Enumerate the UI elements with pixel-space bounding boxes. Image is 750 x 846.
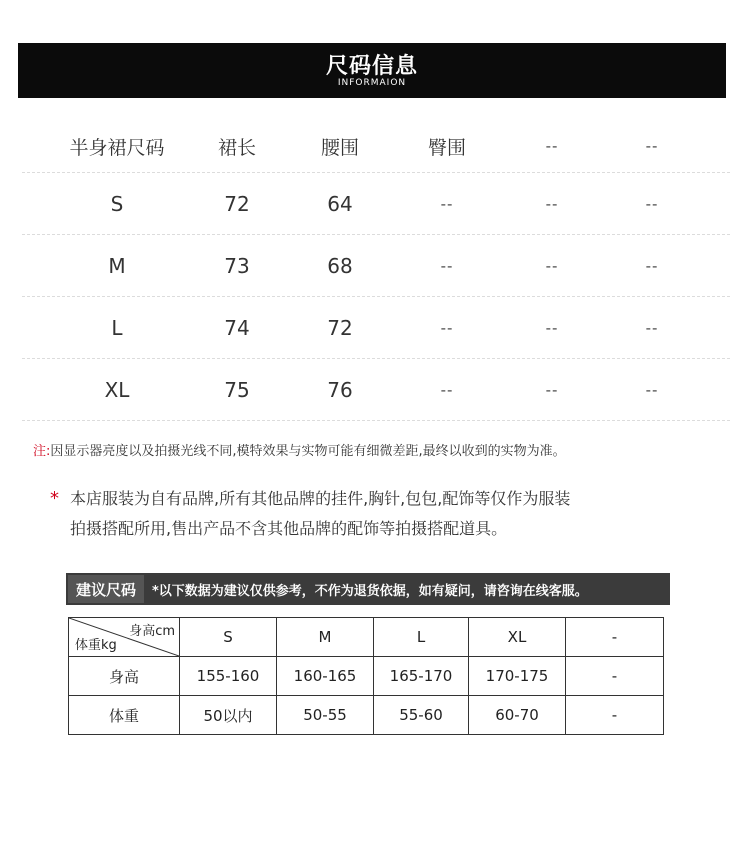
table-cell: 170-175 (469, 657, 566, 696)
row-label: 身高 (69, 657, 180, 696)
table-row (22, 173, 730, 235)
table-cell: 50-55 (277, 696, 374, 735)
corner-height-label: 身高cm (129, 624, 175, 639)
size-table (22, 120, 730, 421)
table-cell: 160-165 (277, 657, 374, 696)
empty-value: -- (645, 380, 659, 399)
recommend-tag: 建议尺码 (68, 575, 144, 603)
waist-value: 76 (327, 377, 353, 402)
hip-value: -- (440, 194, 454, 213)
table-row (22, 297, 730, 359)
table-row (69, 657, 664, 696)
asterisk-icon: * (50, 488, 59, 509)
header-empty-1: -- (545, 137, 559, 155)
length-value: 74 (224, 315, 250, 340)
header-size: 半身裙尺码 (69, 136, 165, 159)
corner-weight-label: 体重kg (75, 638, 117, 653)
header-length: 裙长 (217, 136, 256, 159)
brand-notice (52, 484, 722, 544)
empty-value: -- (545, 318, 559, 337)
disclaimer-note (33, 440, 566, 459)
table-row (69, 696, 664, 735)
banner-title: 尺码信息 (325, 54, 418, 79)
table-row (69, 618, 664, 657)
table-cell: - (566, 657, 664, 696)
empty-value: -- (645, 318, 659, 337)
hip-value: -- (440, 318, 454, 337)
waist-value: 64 (327, 191, 353, 216)
column-header: XL (469, 618, 566, 657)
waist-value: 68 (327, 253, 353, 278)
hip-value: -- (440, 380, 454, 399)
table-cell: 55-60 (374, 696, 469, 735)
header-waist: 腰围 (320, 136, 359, 159)
table-row (22, 235, 730, 297)
size-label: M (108, 253, 126, 278)
empty-value: -- (545, 256, 559, 275)
header-hip: 臀围 (427, 136, 466, 159)
empty-value: -- (645, 194, 659, 213)
size-table-header (22, 120, 730, 173)
length-value: 72 (224, 191, 250, 216)
empty-value: -- (645, 256, 659, 275)
corner-cell (69, 618, 180, 657)
table-cell: - (566, 696, 664, 735)
table-cell: 50以内 (180, 696, 277, 735)
recommend-table (68, 617, 664, 735)
notice-line-2: 拍摄搭配所用,售出产品不含其他品牌的配饰等拍摄搭配道具。 (70, 519, 508, 538)
length-value: 75 (224, 377, 250, 402)
empty-value: -- (545, 194, 559, 213)
table-cell: 165-170 (374, 657, 469, 696)
banner-subtitle: INFORMAION (337, 78, 407, 88)
title-banner (18, 43, 726, 98)
waist-value: 72 (327, 315, 353, 340)
note-text: 因显示器亮度以及拍摄光线不同,模特效果与实物可能有细微差距,最终以收到的实物为准。 (50, 444, 566, 459)
column-header: L (374, 618, 469, 657)
size-label: L (111, 315, 123, 340)
recommend-header-bar (66, 573, 670, 605)
recommend-message: *以下数据为建议仅供参考，不作为退货依据，如有疑问，请咨询在线客服。 (152, 583, 588, 599)
column-header: M (277, 618, 374, 657)
note-label: 注: (33, 444, 51, 459)
length-value: 73 (224, 253, 250, 278)
size-label: XL (104, 377, 130, 402)
table-cell: 155-160 (180, 657, 277, 696)
empty-value: -- (545, 380, 559, 399)
table-cell: 60-70 (469, 696, 566, 735)
table-row (22, 359, 730, 421)
column-header: - (566, 618, 664, 657)
row-label: 体重 (69, 696, 180, 735)
notice-line-1: 本店服装为自有品牌,所有其他品牌的挂件,胸针,包包,配饰等仅作为服装 (70, 489, 571, 508)
header-empty-2: -- (645, 137, 659, 155)
column-header: S (180, 618, 277, 657)
size-label: S (110, 191, 124, 216)
hip-value: -- (440, 256, 454, 275)
